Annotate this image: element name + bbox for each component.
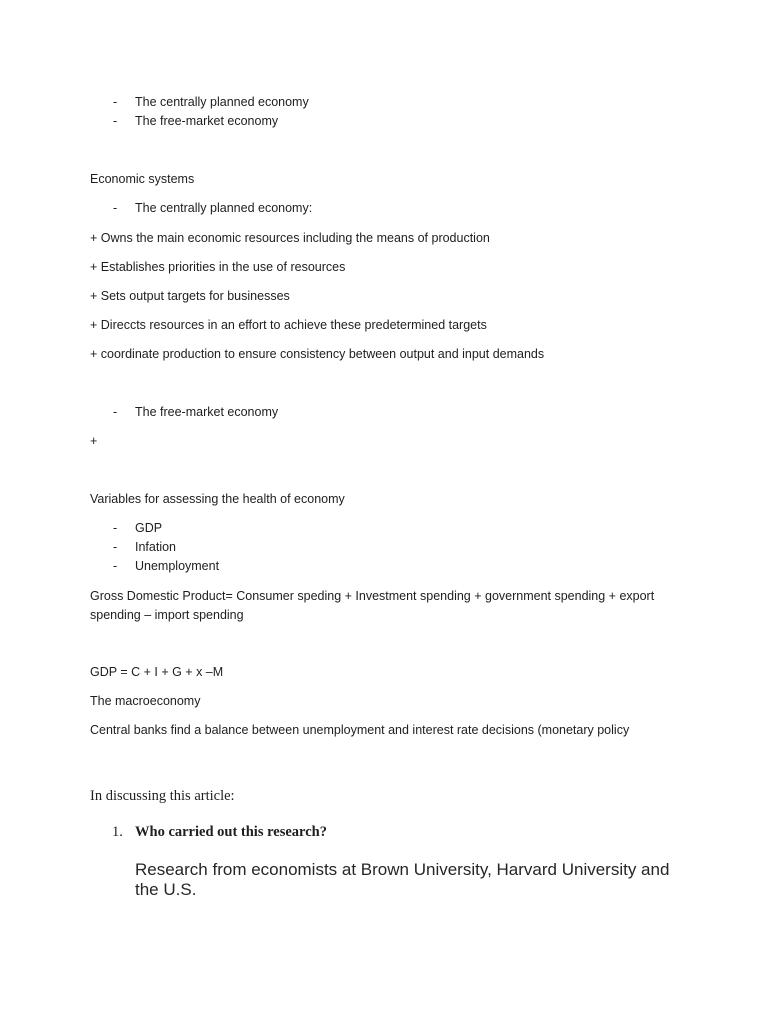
central-banks-text: Central banks find a balance between unemployment and interest rate decisions (monetary policy [90,723,630,737]
answer-text: Research from economists at Brown University, Harvard University and the U.S. [135,860,670,899]
gdp-formula: GDP = C + I + G + x –M [90,665,224,679]
plus-line: + coordinate production to ensure consistency between output and input demands [90,347,545,361]
list-dash: - [113,95,118,109]
plus-line: + Establishes priorities in the use of resources [90,260,346,274]
list-dash: - [113,521,118,535]
plus-line: + Direccts resources in an effort to achieve these predetermined targets [90,318,487,332]
question-text: Who carried out this research? [135,824,327,840]
list-item-planned: The centrally planned economy [135,95,309,109]
variable-item-gdp: GDP [135,521,163,535]
variable-item-unemployment: Unemployment [135,559,220,573]
variables-heading: Variables for assessing the health of economy [90,492,345,506]
gdp-definition: Gross Domestic Product= Consumer speding + Investment spending + government spending + export spending – import spending [90,589,655,622]
list-dash: - [113,559,118,573]
planned-economy-item: The centrally planned economy: [135,201,313,215]
plus-line: + Sets output targets for businesses [90,289,290,303]
list-dash: - [113,540,118,554]
macroeconomy-heading: The macroeconomy [90,694,201,708]
list-dash: - [113,114,118,128]
free-market-plus: + [90,434,98,448]
discussion-intro: In discussing this article: [90,788,235,804]
question-number: 1. [112,824,123,840]
list-item-free-market: The free-market economy [135,114,279,128]
plus-line: + Owns the main economic resources including the means of production [90,231,490,245]
economic-systems-heading: Economic systems [90,172,195,186]
list-dash: - [113,201,118,215]
list-dash: - [113,405,118,419]
free-market-item: The free-market economy [135,405,279,419]
variable-item-inflation: Infation [135,540,177,554]
